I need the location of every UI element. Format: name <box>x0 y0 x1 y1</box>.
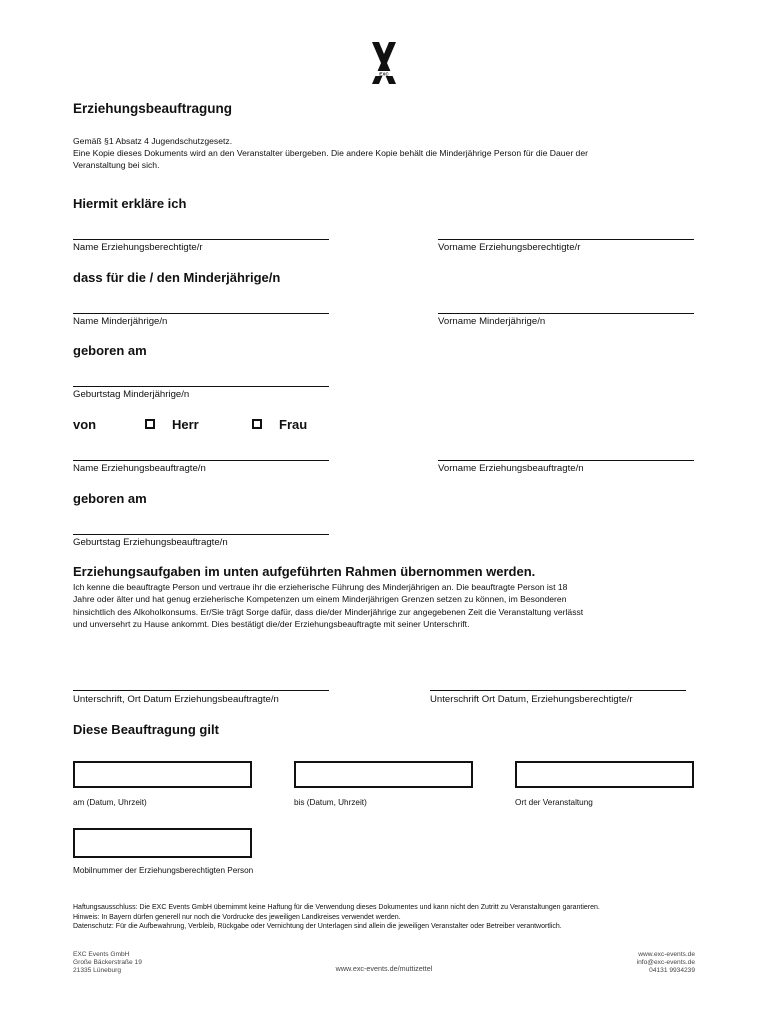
delegate-firstname-line[interactable] <box>438 460 694 461</box>
date-to-field[interactable] <box>294 761 473 788</box>
delegate-birthdate-line[interactable] <box>73 534 329 535</box>
minor-firstname-line[interactable] <box>438 313 694 314</box>
minor-firstname-caption: Vorname Minderjährige/n <box>438 316 546 327</box>
delegate-signature-caption: Unterschrift, Ort Datum Erziehungsbeauftragte/n <box>73 694 279 705</box>
date-to-caption: bis (Datum, Uhrzeit) <box>294 798 367 807</box>
minor-lastname-caption: Name Minderjährige/n <box>73 316 168 327</box>
heading-delegate-born: geboren am <box>73 491 147 506</box>
duties-line: Ich kenne die beauftragte Person und vertraue ihr die erzieherische Führung des Minderjährigen an. Die beauftragte Person ist 18 <box>73 582 568 592</box>
footer-phone: 04131 9934239 <box>649 966 695 974</box>
intro-line: Gemäß §1 Absatz 4 Jugendschutzgesetz. <box>73 136 233 146</box>
mobile-number-field[interactable] <box>73 828 252 858</box>
minor-lastname-line[interactable] <box>73 313 329 314</box>
option-herr-label: Herr <box>172 417 199 432</box>
duties-line: Jahre oder älter und hat genug erzieherische Kompetenzen um einem Minderjährigen Grenzen setzen zu können, im Besonderen <box>73 594 567 605</box>
guardian-lastname-caption: Name Erziehungsberechtigte/r <box>73 242 203 253</box>
duties-line: hinsichtlich des Alkoholkonsums. Er/Sie trägt Sorge dafür, dass die/der Minderjährige zur angegebenen Zeit die Veranstaltung verlässt <box>73 606 584 617</box>
guardian-signature-line[interactable] <box>430 690 686 691</box>
minor-birthdate-line[interactable] <box>73 386 329 387</box>
guardian-signature-caption: Unterschrift Ort Datum, Erziehungsberechtigte/r <box>430 694 633 705</box>
event-location-caption: Ort der Veranstaltung <box>515 798 593 807</box>
disclaimer-line: Haftungsausschluss: Die EXC Events GmbH übernimmt keine Haftung für die Verwendung dieses Dokumentes und kann nicht den Zutritt zu Veranstaltungen garantieren. <box>73 904 600 911</box>
footer-address-line: EXC Events GmbH <box>73 951 130 958</box>
intro-line: Veranstaltung bei sich. <box>73 160 160 170</box>
heading-minor: dass für die / den Minderjährige/n <box>73 270 281 285</box>
logo-text: EXC <box>379 71 389 77</box>
guardian-firstname-caption: Vorname Erziehungsberechtigte/r <box>438 242 581 253</box>
intro-line: Eine Kopie dieses Dokuments wird an den Veranstalter übergeben. Die andere Kopie behält die Minderjährige Person für die Dauer der <box>73 148 588 158</box>
checkbox-frau[interactable] <box>252 419 262 429</box>
intro-text <box>73 135 698 171</box>
disclaimer-line: Datenschutz: Für die Aufbewahrung, Verbleib, Rückgabe oder Vernichtung der Unterlagen sind allein die jeweiligen Veranstalter oder Betreiber verantwortlich. <box>73 923 562 931</box>
document-title: Erziehungsbeauftragung <box>73 101 233 116</box>
footer-url[interactable]: www.exc-events.de/muttizettel <box>335 964 433 973</box>
heading-declare: Hiermit erkläre ich <box>73 196 187 211</box>
guardian-lastname-line[interactable] <box>73 239 329 240</box>
footer-email[interactable]: info@exc-events.de <box>636 958 695 966</box>
disclaimer <box>73 903 600 932</box>
duties-text <box>73 581 698 631</box>
footer-website[interactable]: www.exc-events.de <box>638 951 695 958</box>
delegate-lastname-caption: Name Erziehungsbeauftragte/n <box>73 463 206 474</box>
heading-validity: Diese Beauftragung gilt <box>73 722 219 737</box>
exc-logo <box>366 42 402 84</box>
footer-address-line: Große Bäckerstraße 19 <box>73 958 142 966</box>
duties-line: und unversehrt zu Hause ankommt. Dies bestätigt die/der Erziehungsbeauftragte mit seiner Unterschrift. <box>73 619 470 630</box>
date-from-caption: am (Datum, Uhrzeit) <box>73 798 147 807</box>
minor-birthdate-caption: Geburtstag Minderjährige/n <box>73 389 190 400</box>
delegate-firstname-caption: Vorname Erziehungsbeauftragte/n <box>438 463 584 474</box>
heading-minor-born: geboren am <box>73 343 147 358</box>
event-location-field[interactable] <box>515 761 694 788</box>
checkbox-herr[interactable] <box>145 419 155 429</box>
mobile-number-caption: Mobilnummer der Erziehungsberechtigten Person <box>73 866 254 875</box>
delegate-signature-line[interactable] <box>73 690 329 691</box>
label-von: von <box>73 417 97 432</box>
delegate-birthdate-caption: Geburtstag Erziehungsbeauftragte/n <box>73 537 228 548</box>
heading-duties: Erziehungsaufgaben im unten aufgeführten Rahmen übernommen werden. <box>73 564 536 579</box>
delegate-lastname-line[interactable] <box>73 460 329 461</box>
footer-contact <box>637 951 695 974</box>
guardian-firstname-line[interactable] <box>438 239 694 240</box>
disclaimer-line: Hinweis: In Bayern dürfen generell nur noch die Vordrucke des jeweiligen Landkreises verwendet werden. <box>73 913 401 921</box>
option-frau-label: Frau <box>279 417 308 432</box>
footer-address-line: 21335 Lüneburg <box>73 966 122 974</box>
date-from-field[interactable] <box>73 761 252 788</box>
